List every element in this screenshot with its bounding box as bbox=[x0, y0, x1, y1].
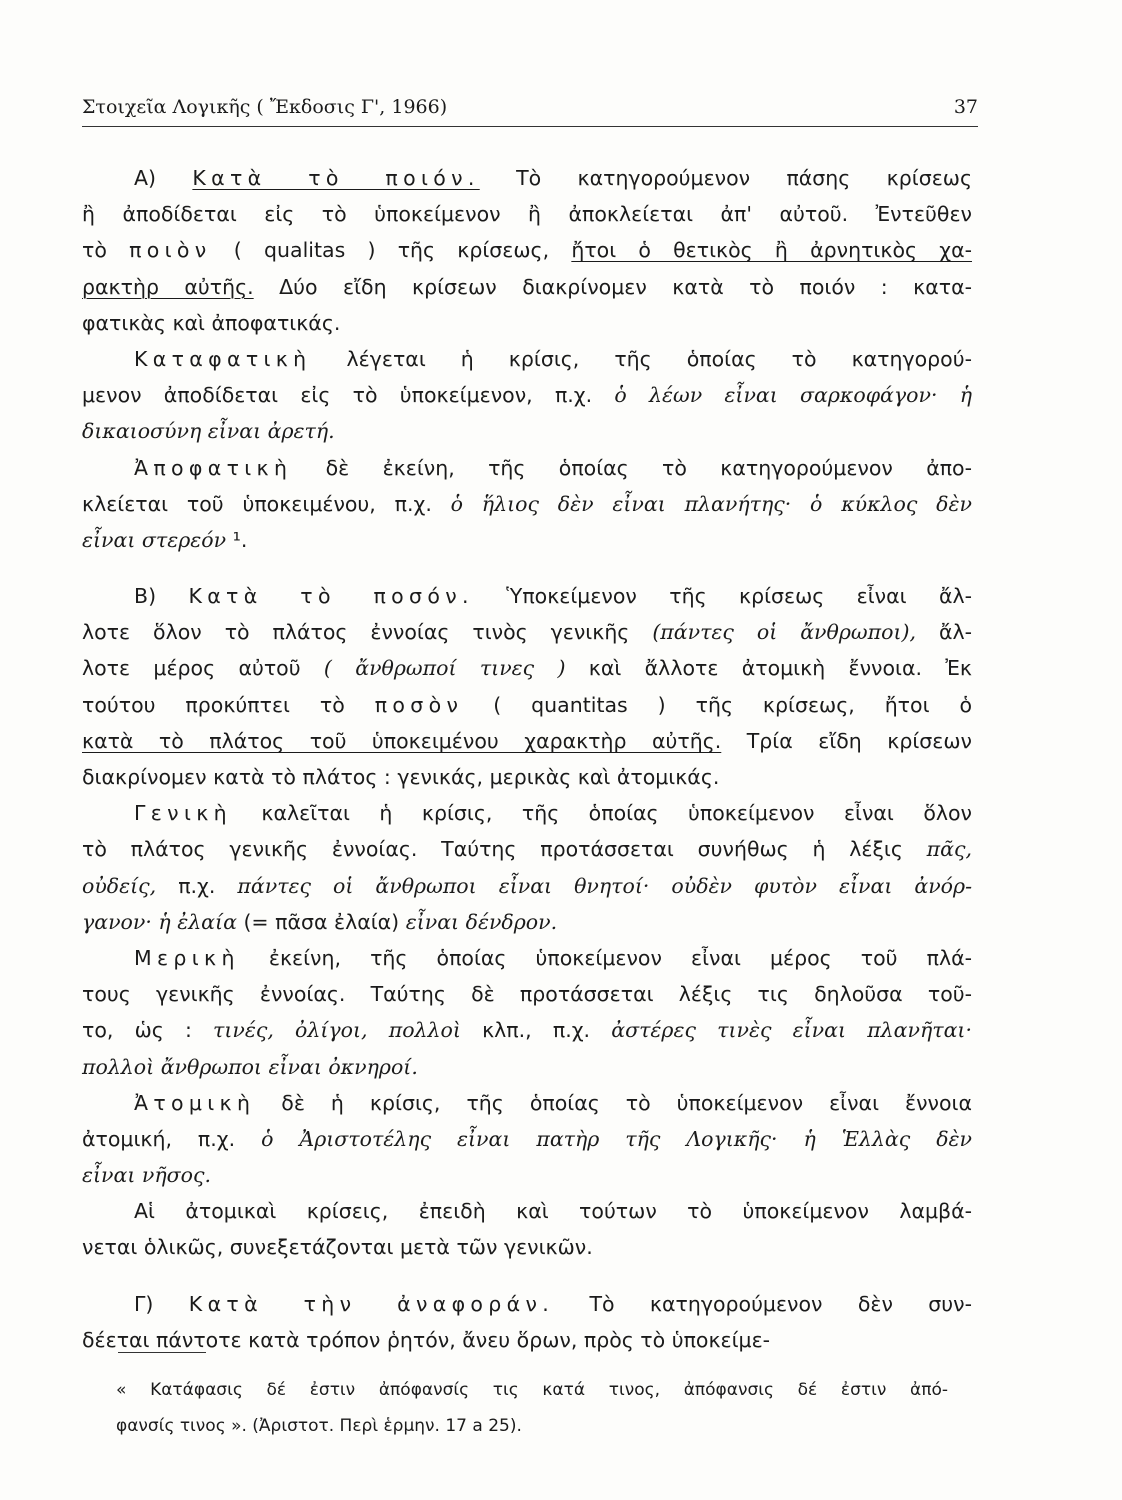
text-run: τους γενικῆς ἐννοίας. Ταύτης δὲ προτάσσεται λέξις τις δηλοῦσα τοῦ- bbox=[82, 982, 972, 1007]
italic-example: εἶναι δένδρον. bbox=[405, 909, 558, 934]
text-line bbox=[82, 1157, 972, 1193]
footnote-line: « Κατάφασις δέ ἐστιν ἀπόφανσίς τις κατά τινος, ἀπόφανσις δέ ἐστιν ἀπό- bbox=[116, 1380, 948, 1400]
text-line bbox=[82, 723, 972, 759]
text-run: Τὸ κατηγορούμενον δὲν συν- bbox=[554, 1291, 973, 1316]
emphasized-term: Ἀποφατικὴ bbox=[134, 455, 293, 480]
text-run: Τὸ κατηγορούμενον πάσης κρίσεως bbox=[479, 166, 972, 190]
text-run: ἄλ- bbox=[916, 620, 973, 645]
italic-example: εἶναι νῆσος. bbox=[82, 1163, 211, 1188]
text-run: ( quantitas ) τῆς κρίσεως, ἤτοι ὁ bbox=[463, 692, 972, 717]
italic-example: (πάντες οἱ ἄνθρωποι), bbox=[652, 620, 916, 645]
text-run: λέγεται ἡ κρίσις, τῆς ὁποίας τὸ κατηγορού- bbox=[311, 346, 972, 371]
text-run: τὸ πλάτος γενικῆς ἐννοίας. Ταύτης προτάσσεται συνήθως ἡ λέξις bbox=[82, 837, 927, 862]
text-run: π.χ. bbox=[156, 873, 238, 898]
text-line bbox=[82, 578, 972, 614]
emphasized-term: Κατὰ τὴν ἀναφοράν. bbox=[188, 1291, 555, 1316]
text-line bbox=[82, 904, 972, 940]
italic-example: ὁ ἥλιος δὲν εἶναι πλανήτης· ὁ κύκλος δὲν bbox=[450, 491, 972, 516]
text-run: A) bbox=[134, 166, 193, 190]
italic-example: οὐδείς, bbox=[82, 873, 157, 898]
paragraph-geniki bbox=[82, 795, 972, 940]
paragraph-kata-to-poson bbox=[82, 578, 972, 795]
text-run: (= πᾶσα ἐλαία) bbox=[236, 909, 406, 934]
text-line bbox=[82, 614, 972, 650]
body-text bbox=[82, 160, 972, 1358]
paragraph-kata-tin-anaforan bbox=[82, 1286, 972, 1358]
text-line bbox=[82, 1012, 972, 1048]
emphasized-term: ποσὸν bbox=[374, 692, 464, 717]
text-run: νεται ὁλικῶς, συνεξετάζονται μετὰ τῶν γενικῶν. bbox=[82, 1235, 593, 1260]
text-run: καὶ ἄλλοτε ἀτομικὴ ἔννοια. Ἐκ bbox=[565, 656, 972, 681]
text-line bbox=[82, 413, 972, 449]
text-line bbox=[82, 1193, 972, 1229]
text-line bbox=[82, 450, 972, 486]
text-run: Δύο εἴδη κρίσεων διακρίνομεν κατὰ τὸ ποιόν : κατα- bbox=[253, 274, 972, 299]
text-run: το, ὡς : bbox=[82, 1018, 214, 1043]
paragraph-meriki bbox=[82, 940, 972, 1085]
emphasized-term: Μερικὴ bbox=[134, 945, 240, 970]
text-run: τὸ bbox=[82, 238, 130, 263]
text-line bbox=[82, 831, 972, 867]
text-run: δὲ ἐκείνη, τῆς ὁποίας τὸ κατηγορούμενον ἀπο- bbox=[292, 455, 972, 480]
text-line bbox=[82, 1085, 972, 1121]
text-line bbox=[82, 269, 972, 305]
emphasized-term: Κατὰ τὸ ποσόν. bbox=[188, 584, 474, 609]
text-line bbox=[82, 1286, 972, 1322]
text-run: B) bbox=[134, 584, 189, 609]
paragraph-kataphatiki bbox=[82, 341, 972, 450]
text-line bbox=[82, 976, 972, 1012]
text-run: καλεῖται ἡ κρίσις, τῆς ὁποίας ὑποκείμενον εἶναι ὅλον bbox=[231, 801, 972, 826]
text-run: Αἱ ἀτομικαὶ κρίσεις, ἐπειδὴ καὶ τούτων τὸ ὑποκείμενον λαμβά- bbox=[134, 1199, 972, 1224]
italic-example: γανον· ἡ ἐλαία bbox=[82, 909, 237, 934]
text-run: κλπ., π.χ. bbox=[460, 1018, 612, 1043]
italic-example: τινές, ὀλίγοι, πολλοὶ bbox=[213, 1018, 461, 1043]
emphasized-term: ἤτοι ὁ θετικὸς ἢ ἀρνητικὸς χα- bbox=[571, 238, 972, 263]
italic-example: ὁ Ἀριστοτέλης εἶναι πατὴρ τῆς Λογικῆς· ἡ Ἑλλὰς δὲν bbox=[261, 1126, 973, 1151]
header-rule bbox=[82, 126, 978, 127]
text-line bbox=[82, 1049, 972, 1085]
footnote-rule bbox=[118, 1352, 206, 1353]
text-line bbox=[82, 486, 972, 522]
running-title: Στοιχεῖα Λογικῆς ( Ἔκδοσις Γ', 1966) bbox=[82, 96, 448, 118]
italic-example: ( ἄνθρωποί τινες ) bbox=[323, 656, 566, 681]
italic-example: πάντες οἱ ἄνθρωποι εἶναι θνητοί· οὐδὲν φυτὸν εἶναι ἀνόρ- bbox=[237, 873, 973, 898]
paragraph-apophatiki bbox=[82, 450, 972, 559]
text-line bbox=[82, 160, 972, 196]
text-run: λοτε μέρος αὐτοῦ bbox=[82, 656, 324, 681]
text-line bbox=[82, 232, 972, 268]
text-line bbox=[82, 868, 972, 904]
text-run: φατικὰς καὶ ἀποφατικάς. bbox=[82, 310, 341, 335]
emphasized-term: κατὰ τὸ πλάτος τοῦ ὑποκειμένου χαρακτὴρ αὐτῆς. bbox=[82, 728, 722, 753]
paragraph-kata-to-poion bbox=[82, 160, 972, 341]
emphasized-term: Κατὰ τὸ ποιόν. bbox=[192, 166, 480, 190]
italic-example: ἀστέρες τινὲς εἶναι πλανῆται· bbox=[611, 1018, 972, 1043]
text-run: τούτου προκύπτει τὸ bbox=[82, 692, 375, 717]
paragraph-atomikai bbox=[82, 1193, 972, 1265]
text-run: ¹. bbox=[226, 527, 248, 552]
text-line bbox=[82, 687, 972, 723]
text-line bbox=[82, 1121, 972, 1157]
text-run: κλείεται τοῦ ὑποκειμένου, π.χ. bbox=[82, 491, 451, 516]
emphasized-term: ρακτὴρ αὐτῆς. bbox=[82, 274, 254, 299]
text-line bbox=[82, 196, 972, 232]
footnote bbox=[116, 1376, 948, 1448]
text-run: ἢ ἀποδίδεται εἰς τὸ ὑποκείμενον ἢ ἀποκλείεται ἀπ' αὐτοῦ. Ἐντεῦθεν bbox=[82, 202, 972, 227]
italic-example: δικαιοσύνη εἶναι ἀρετή. bbox=[82, 419, 335, 444]
page-number: 37 bbox=[953, 96, 978, 118]
text-line bbox=[82, 940, 972, 976]
text-line bbox=[82, 759, 972, 795]
text-run: ἀτομική, π.χ. bbox=[82, 1126, 262, 1151]
paragraph-atomiki bbox=[82, 1085, 972, 1194]
italic-example: εἶναι στερεόν bbox=[82, 527, 227, 552]
text-run: λοτε ὅλον τὸ πλάτος ἐννοίας τινὸς γενικῆς bbox=[82, 620, 653, 645]
italic-example: πολλοὶ ἄνθρωποι εἶναι ὀκνηροί. bbox=[82, 1054, 418, 1079]
text-run: διακρίνομεν κατὰ τὸ πλάτος : γενικάς, μερικὰς καὶ ἀτομικάς. bbox=[82, 765, 720, 789]
emphasized-term: Ἀτομικὴ bbox=[134, 1090, 256, 1115]
text-run: μενον ἀποδίδεται εἰς τὸ ὑποκείμενον, π.χ. bbox=[82, 383, 615, 408]
text-run: δέεται πάντοτε κατὰ τρόπον ῥητόν, ἄνευ ὅρων, πρὸς τὸ ὑποκείμε- bbox=[82, 1327, 771, 1352]
text-line bbox=[82, 305, 972, 341]
text-run: ἐκείνη, τῆς ὁποίας ὑποκείμενον εἶναι μέρος τοῦ πλά- bbox=[239, 945, 972, 970]
text-run: Τρία εἴδη κρίσεων bbox=[721, 728, 972, 753]
text-run: ( qualitas ) τῆς κρίσεως, bbox=[211, 238, 572, 263]
footnote-line: φανσίς τινος ». (Ἀριστοτ. Περὶ ἑρμην. 17 a 25). bbox=[116, 1416, 522, 1437]
text-line bbox=[82, 1322, 972, 1358]
text-run: Ὑποκείμενον τῆς κρίσεως εἶναι ἄλ- bbox=[473, 584, 972, 609]
text-line bbox=[82, 795, 972, 831]
text-run: Γ) bbox=[134, 1291, 189, 1316]
page-header bbox=[82, 96, 978, 126]
text-line bbox=[82, 1229, 972, 1265]
emphasized-term: Καταφατικὴ bbox=[134, 346, 312, 371]
text-run: δὲ ἡ κρίσις, τῆς ὁποίας τὸ ὑποκείμενον εἶναι ἔννοια bbox=[255, 1090, 972, 1115]
text-line bbox=[82, 377, 972, 413]
italic-example: ὁ λέων εἶναι σαρκοφάγον· ἡ bbox=[614, 383, 972, 408]
text-line bbox=[82, 341, 972, 377]
text-line bbox=[82, 522, 972, 558]
text-line bbox=[82, 650, 972, 686]
emphasized-term: Γενικὴ bbox=[134, 801, 232, 826]
emphasized-term: ποιὸν bbox=[129, 238, 212, 263]
italic-example: πᾶς, bbox=[926, 837, 972, 862]
